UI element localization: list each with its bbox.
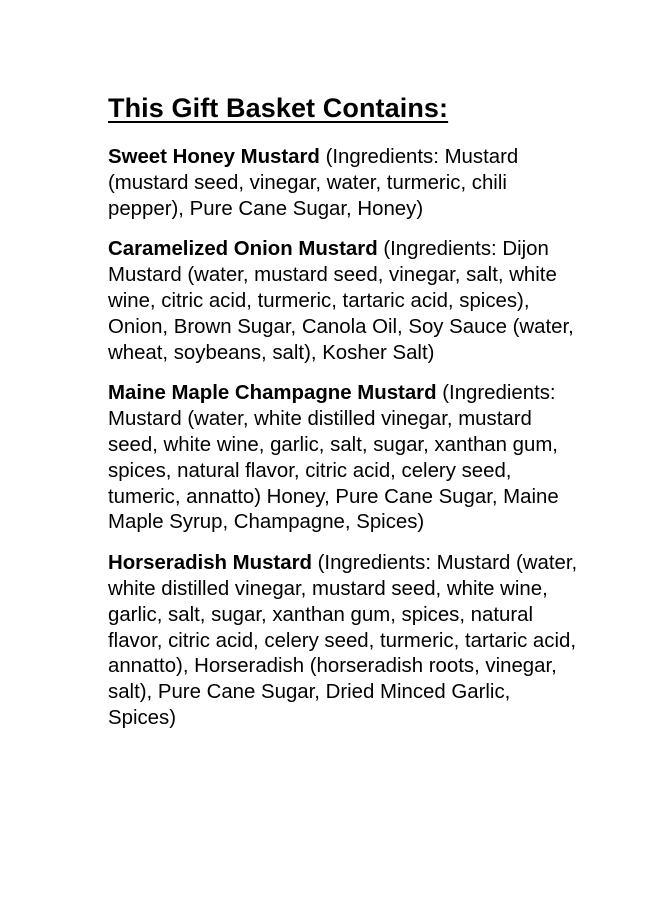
product-name: Maine Maple Champagne Mustard [108, 382, 437, 405]
product-ingredients: (Ingredients: Dijon Mustard (water, mustard seed, vinegar, salt, white wine, citric acid, turmeric, tartaric acid, spices), Onion, Brown Sugar, Canola Oil, Soy Sauce (water, wheat, soybeans, salt), Kosher Salt) [108, 238, 574, 364]
list-item-caramelized-onion-mustard [108, 237, 578, 366]
list-item-sweet-honey-mustard [108, 145, 578, 222]
product-ingredients: (Ingredients: Mustard (water, white distilled vinegar, mustard seed, white wine, garlic, salt, sugar, xanthan gum, spices, natural flavor, citric acid, celery seed, turmeric, tartaric acid, annatto), Horseradish (horseradish roots, vinegar, salt), Pure Cane Sugar, Dried Minced Garlic, Spices) [108, 552, 578, 729]
product-name: Sweet Honey Mustard [108, 146, 320, 168]
contents-section [108, 92, 578, 747]
product-name: Caramelized Onion Mustard [108, 238, 378, 261]
list-item-horseradish-mustard [108, 551, 578, 732]
list-item-maine-maple-champagne-mustard [108, 381, 578, 536]
page-title: This Gift Basket Contains: [108, 93, 449, 123]
product-ingredients: (Ingredients: Mustard (mustard seed, vinegar, water, turmeric, chili pepper), Pure Cane Sugar, Honey) [108, 146, 519, 220]
product-ingredients: (Ingredients: Mustard (water, white distilled vinegar, mustard seed, white wine, garlic, salt, sugar, xanthan gum, spices, natural flavor, citric acid, celery seed, tumeric, annatto) Honey, Pure Cane Sugar, Maine Maple Syrup, Champagne, Spices) [108, 382, 559, 534]
product-name: Horseradish Mustard [108, 552, 312, 575]
